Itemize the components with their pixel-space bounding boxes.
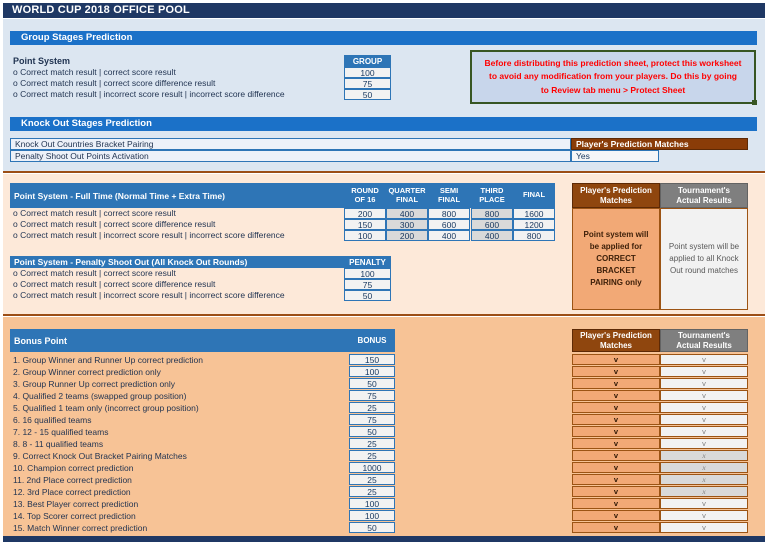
- tournament-result-mark: v: [660, 414, 748, 425]
- section-header-knockout: Knock Out Stages Prediction: [10, 117, 757, 131]
- tournament-result-mark: v: [660, 390, 748, 401]
- bonus-row: [10, 438, 748, 450]
- group-points-cell[interactable]: 75: [344, 78, 391, 89]
- protect-sheet-warning-text: Before distributing this prediction sheet, protect this worksheet to avoid any modification from your players. Do this by going to Review tab menu > Protect Sheet: [484, 58, 742, 95]
- penalty-activation-value-cell[interactable]: Yes: [571, 150, 659, 162]
- tournament-result-mark: v: [660, 498, 748, 509]
- penalty-row: [10, 290, 555, 301]
- round-of-16-points-cell[interactable]: 200: [344, 208, 386, 219]
- bonus-row: [10, 450, 748, 462]
- tournament-result-mark: v: [660, 402, 748, 413]
- bonus-points-cell[interactable]: 25: [349, 474, 395, 485]
- quarter-final-points-cell[interactable]: 400: [386, 208, 428, 219]
- full-time-table-header: [10, 183, 555, 208]
- sheet-title: WORLD CUP 2018 OFFICE POOL: [3, 3, 765, 18]
- player-prediction-header: Player's Prediction Matches: [572, 329, 660, 352]
- semi-final-points-cell[interactable]: 600: [428, 219, 470, 230]
- quarter-final-points-cell[interactable]: 300: [386, 219, 428, 230]
- player-match-mark: v: [572, 426, 660, 437]
- point-rule-label: o Correct match result | correct score result: [13, 208, 176, 218]
- third-place-points-cell[interactable]: 400: [471, 230, 513, 241]
- bonus-points-cell[interactable]: 25: [349, 486, 395, 497]
- tournament-results-header: Tournament's Actual Results: [660, 183, 748, 208]
- bonus-rule-label: 15. Match Winner correct prediction: [13, 523, 148, 533]
- point-rule-label: o Correct match result | correct score difference result: [13, 78, 216, 88]
- bonus-points-cell[interactable]: 100: [349, 366, 395, 377]
- bonus-table-header: [10, 329, 395, 352]
- bonus-row: [10, 498, 748, 510]
- bonus-points-cell[interactable]: 25: [349, 450, 395, 461]
- full-time-row: [10, 230, 555, 241]
- penalty-column-header: PENALTY: [344, 256, 391, 268]
- group-points-cell[interactable]: 100: [344, 67, 391, 78]
- player-prediction-note: Point system will be applied for CORRECT BRACKET PAIRING only: [572, 208, 660, 310]
- bonus-row: [10, 366, 748, 378]
- bonus-row: [10, 522, 748, 534]
- quarter-final-points-cell[interactable]: 200: [386, 230, 428, 241]
- bonus-points-cell[interactable]: 50: [349, 378, 395, 389]
- bonus-row: [10, 402, 748, 414]
- bonus-points-cell[interactable]: 75: [349, 390, 395, 401]
- group-column-header: GROUP: [344, 55, 391, 67]
- bracket-pairing-label: Knock Out Countries Bracket Pairing: [10, 138, 571, 150]
- bonus-row: [10, 462, 748, 474]
- bonus-points-cell[interactable]: 25: [349, 438, 395, 449]
- bonus-row: [10, 414, 748, 426]
- point-rule-label: o Correct match result | incorrect score result | incorrect score difference: [13, 290, 285, 300]
- bonus-rule-label: 13. Best Player correct prediction: [13, 499, 139, 509]
- bonus-rule-label: 8. 8 - 11 qualified teams: [13, 439, 104, 449]
- bonus-rule-label: 9. Correct Knock Out Bracket Pairing Matches: [13, 451, 187, 461]
- stage-column-header: ROUND OF 16: [351, 185, 379, 204]
- point-rule-label: o Correct match result | correct score result: [13, 67, 176, 77]
- section-divider: [3, 171, 765, 173]
- bonus-row: [10, 474, 748, 486]
- player-match-mark: v: [572, 462, 660, 473]
- bonus-points-cell[interactable]: 100: [349, 498, 395, 509]
- tournament-result-mark: v: [660, 426, 748, 437]
- player-match-mark: v: [572, 366, 660, 377]
- section-divider: [3, 314, 765, 316]
- bracket-pairing-row: [10, 138, 748, 150]
- player-match-mark: v: [572, 438, 660, 449]
- resize-handle-icon: [752, 100, 757, 105]
- semi-final-points-cell[interactable]: 400: [428, 230, 470, 241]
- player-match-mark: v: [572, 354, 660, 365]
- bonus-rule-label: 2. Group Winner correct prediction only: [13, 367, 161, 377]
- bonus-header-label: Bonus Point: [14, 335, 67, 346]
- point-rule-label: o Correct match result | incorrect score result | incorrect score difference: [13, 230, 285, 240]
- round-of-16-points-cell[interactable]: 100: [344, 230, 386, 241]
- final-points-cell[interactable]: 1200: [513, 219, 555, 230]
- bonus-points-cell[interactable]: 25: [349, 402, 395, 413]
- full-time-row: [10, 208, 555, 219]
- tournament-result-mark: x: [660, 462, 748, 473]
- final-points-cell[interactable]: 1600: [513, 208, 555, 219]
- section-header-group-stages: Group Stages Prediction: [10, 31, 757, 45]
- stage-column-header: THIRD PLACE: [479, 185, 505, 204]
- stage-column-header: SEMI FINAL: [437, 185, 461, 204]
- protect-sheet-warning: [470, 50, 756, 104]
- bonus-rule-label: 4. Qualified 2 teams (swapped group position): [13, 391, 187, 401]
- penalty-table-header: Point System - Penalty Shoot Out (All Knock Out Rounds): [10, 256, 391, 268]
- bonus-rule-label: 10. Champion correct prediction: [13, 463, 134, 473]
- penalty-row: [10, 268, 555, 279]
- bracket-pairing-setting: Player's Prediction Matches: [571, 138, 748, 150]
- bonus-points-cell[interactable]: 50: [349, 522, 395, 533]
- bonus-points-cell[interactable]: 75: [349, 414, 395, 425]
- bonus-rule-label: 14. Top Scorer correct prediction: [13, 511, 136, 521]
- bonus-rows: [10, 354, 748, 534]
- tournament-results-note: Point system will be applied to all Knock Out round matches: [660, 208, 748, 310]
- bonus-column-header: BONUS: [357, 336, 387, 345]
- bonus-rule-label: 7. 12 - 15 qualified teams: [13, 427, 109, 437]
- penalty-row: [10, 279, 555, 290]
- bonus-rule-label: 1. Group Winner and Runner Up correct prediction: [13, 355, 203, 365]
- player-match-mark: v: [572, 450, 660, 461]
- tournament-result-mark: x: [660, 474, 748, 485]
- player-match-mark: v: [572, 498, 660, 509]
- bottom-border-bar: [3, 536, 765, 542]
- bonus-rule-label: 6. 16 qualified teams: [13, 415, 92, 425]
- bonus-rule-label: 5. Qualified 1 team only (incorrect group position): [13, 403, 199, 413]
- player-match-mark: v: [572, 378, 660, 389]
- tournament-result-mark: v: [660, 354, 748, 365]
- bonus-points-cell[interactable]: 50: [349, 426, 395, 437]
- player-match-mark: v: [572, 390, 660, 401]
- point-rule-label: o Correct match result | correct score result: [13, 268, 176, 278]
- bonus-row: [10, 378, 748, 390]
- player-prediction-header: Player's Prediction Matches: [572, 183, 660, 208]
- tournament-result-mark: v: [660, 522, 748, 533]
- point-system-title: Point System: [13, 56, 71, 66]
- penalty-points-cell[interactable]: 100: [344, 268, 391, 279]
- bonus-row: [10, 390, 748, 402]
- player-match-mark: v: [572, 510, 660, 521]
- bonus-rule-label: 3. Group Runner Up correct prediction only: [13, 379, 176, 389]
- player-match-mark: v: [572, 486, 660, 497]
- final-points-cell[interactable]: 800: [513, 230, 555, 241]
- stage-column-header: FINAL: [522, 190, 546, 200]
- bonus-row: [10, 486, 748, 498]
- player-match-mark: v: [572, 402, 660, 413]
- round-of-16-points-cell[interactable]: 150: [344, 219, 386, 230]
- tournament-result-mark: x: [660, 486, 748, 497]
- point-rule-label: o Correct match result | incorrect score result | incorrect score difference: [13, 89, 285, 99]
- penalty-points-cell[interactable]: 75: [344, 279, 391, 290]
- point-rule-label: o Correct match result | correct score difference result: [13, 219, 216, 229]
- bonus-points-cell[interactable]: 100: [349, 510, 395, 521]
- bonus-row: [10, 426, 748, 438]
- penalty-activation-row: [10, 150, 748, 162]
- semi-final-points-cell[interactable]: 800: [428, 208, 470, 219]
- tournament-result-mark: v: [660, 366, 748, 377]
- player-match-mark: v: [572, 522, 660, 533]
- penalty-rows: [10, 268, 555, 301]
- full-time-rows: [10, 208, 555, 241]
- penalty-activation-label: Penalty Shoot Out Points Activation: [10, 150, 571, 162]
- tournament-result-mark: v: [660, 438, 748, 449]
- full-time-header-label: Point System - Full Time (Normal Time + Extra Time): [14, 190, 225, 201]
- bonus-row: [10, 354, 748, 366]
- point-rule-label: o Correct match result | correct score difference result: [13, 279, 216, 289]
- tournament-results-header: Tournament's Actual Results: [660, 329, 748, 352]
- tournament-result-mark: v: [660, 510, 748, 521]
- bonus-rule-label: 11. 2nd Place correct prediction: [13, 475, 132, 485]
- tournament-result-mark: v: [660, 378, 748, 389]
- third-place-points-cell[interactable]: 600: [471, 219, 513, 230]
- bonus-rule-label: 12. 3rd Place correct prediction: [13, 487, 131, 497]
- bonus-row: [10, 510, 748, 522]
- player-match-mark: v: [572, 414, 660, 425]
- player-match-mark: v: [572, 474, 660, 485]
- stage-column-header: QUARTER FINAL: [388, 185, 426, 204]
- tournament-result-mark: x: [660, 450, 748, 461]
- bonus-points-cell[interactable]: 150: [349, 354, 395, 365]
- group-points-cell[interactable]: 50: [344, 89, 391, 100]
- third-place-points-cell[interactable]: 800: [471, 208, 513, 219]
- full-time-row: [10, 219, 555, 230]
- bonus-points-cell[interactable]: 1000: [349, 462, 395, 473]
- penalty-points-cell[interactable]: 50: [344, 290, 391, 301]
